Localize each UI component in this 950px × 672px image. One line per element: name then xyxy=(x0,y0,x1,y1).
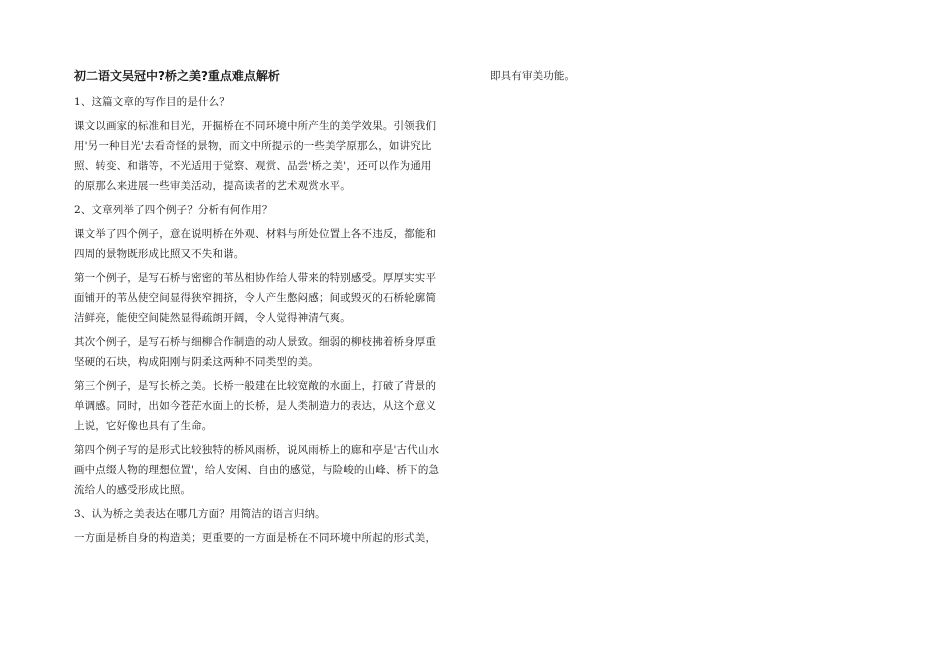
text-line: 画中点缀人物的理想位置'，给人安闲、自由的感觉，与险峻的山峰、桥下的急 xyxy=(74,464,440,476)
paragraph xyxy=(74,376,460,436)
right-column xyxy=(490,66,870,86)
text-line: 1、这篇文章的写作目的是什么？ xyxy=(74,96,230,108)
text-line: 流给人的感受形成比照。 xyxy=(74,484,192,496)
text-line: 单调感。同时，出如今苍茫水面上的长桥，是人类制造力的表达，从这个意义 xyxy=(74,400,437,412)
text-line: 上说，它好像也具有了生命。 xyxy=(74,420,213,432)
text-line: 第四个例子写的是形式比较独特的桥风雨桥，说风雨桥上的廊和亭是'古代山水 xyxy=(74,444,440,456)
text-line: 第一个例子，是写石桥与密密的苇丛相协作给人带来的特别感受。厚厚实实平 xyxy=(74,272,437,284)
paragraph xyxy=(74,224,460,264)
continuation-line: 即具有审美功能。 xyxy=(490,70,576,82)
text-line: 2、文章列举了四个例子？分析有何作用？ xyxy=(74,204,273,216)
paragraph xyxy=(74,268,460,328)
text-line: 坚硬的石块，构成阳刚与阴柔这两种不同类型的美。 xyxy=(74,356,319,368)
paragraph xyxy=(74,528,460,548)
text-line: 其次个例子，是写石桥与细柳合作制造的动人景致。细弱的柳枝拂着桥身厚重 xyxy=(74,336,437,348)
paragraph xyxy=(74,92,460,112)
text-line: 的原那么来进展一些审美活动，提高读者的艺术观赏水平。 xyxy=(74,180,351,192)
left-column xyxy=(74,66,460,552)
text-line: 洁鲜亮，能使空间陡然显得疏朗开阔，令人觉得神清气爽。 xyxy=(74,312,351,324)
text-line: 四周的景物既形成比照又不失和谐。 xyxy=(74,248,245,260)
text-line: 用'另一种目光'去看奇怪的景物，而文中所提示的一些美学原那么，如讲究比 xyxy=(74,140,432,152)
paragraph xyxy=(74,504,460,524)
paragraph xyxy=(74,200,460,220)
text-line: 一方面是桥自身的构造美；更重要的一方面是桥在不同环境中所起的形式美， xyxy=(74,532,437,544)
text-line: 面铺开的苇丛使空间显得狭窄拥挤，令人产生憋闷感；间或毁灭的石桥轮廓简 xyxy=(74,292,437,304)
document-title: 初二语文吴冠中?桥之美?重点难点解析 xyxy=(74,69,280,83)
text-line: 3、认为桥之美表达在哪几方面？用简洁的语言归纳。 xyxy=(74,508,326,520)
body-text xyxy=(74,92,460,548)
text-line: 课文举了四个例子，意在说明桥在外观、材料与所处位置上各不违反，都能和 xyxy=(74,228,437,240)
text-line: 第三个例子，是写长桥之美。长桥一般建在比较宽敞的水面上，打破了背景的 xyxy=(74,380,437,392)
text-line: 照、转变、和谐等，不光适用于觉察、观赏、品尝'桥之美'，还可以作为通用 xyxy=(74,160,432,172)
text-line: 课文以画家的标准和目光，开掘桥在不同环境中所产生的美学效果。引领我们 xyxy=(74,120,437,132)
paragraph xyxy=(74,116,460,196)
paragraph xyxy=(74,332,460,372)
paragraph xyxy=(74,440,460,500)
